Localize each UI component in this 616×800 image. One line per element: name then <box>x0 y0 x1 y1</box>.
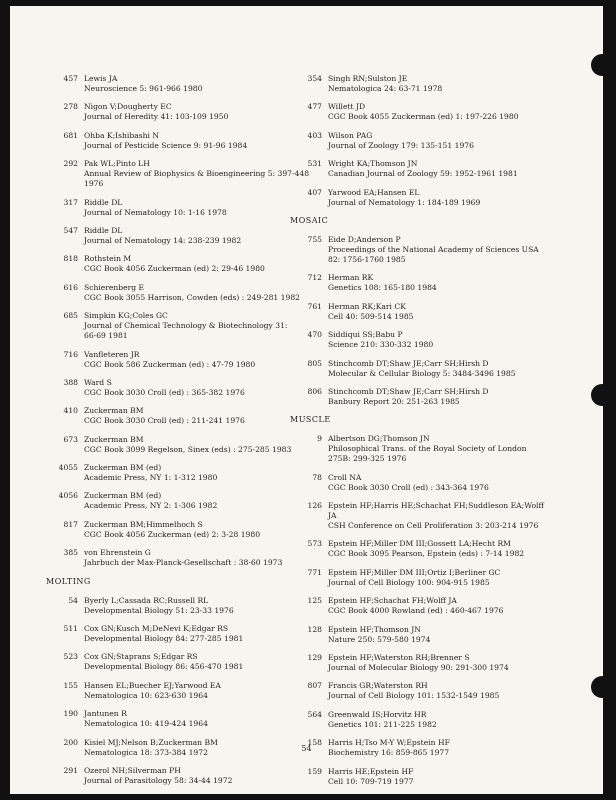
reference-entry <box>44 102 314 122</box>
binder-hole <box>591 384 613 406</box>
reference-authors: Ward S <box>84 377 112 387</box>
reference-entry <box>44 520 314 540</box>
reference-entry <box>44 406 314 426</box>
reference-authors: Yarwood EA;Hansen EL <box>328 187 420 197</box>
reference-entry <box>288 625 588 645</box>
reference-source: Genetics 108: 165-180 1984 <box>328 283 437 293</box>
reference-source: Journal of Chemical Technology & Biotechnology 31: <box>84 321 288 331</box>
reference-authors: Zuckerman BM <box>84 434 144 444</box>
reference-source: CGC Book 3095 Pearson, Epstein (eds) : 7-14 1982 <box>328 549 525 559</box>
reference-authors: Pak WL;Pinto LH <box>84 159 150 169</box>
reference-text <box>328 568 588 588</box>
reference-entry <box>44 378 314 398</box>
reference-number: 407 <box>307 187 322 197</box>
reference-authors: Lewis JA <box>84 74 118 83</box>
reference-source: Banbury Report 20: 251-263 1985 <box>328 396 460 406</box>
reference-source: CGC Book 3030 Croll (ed) : 211-241 1976 <box>84 416 245 426</box>
reference-source: Nematologica 10: 623-630 1964 <box>84 690 208 700</box>
reference-authors: Stinchcomb DT;Shaw JE;Carr SH;Hirsh D <box>328 358 489 368</box>
reference-source: Molecular & Cellular Biology 5: 3484-3496 1985 <box>328 368 516 378</box>
reference-entry <box>44 709 314 729</box>
reference-entry <box>288 159 588 179</box>
reference-text <box>84 520 314 540</box>
reference-number: 818 <box>63 254 78 264</box>
reference-list <box>44 74 314 568</box>
reference-source: Cell 10: 709-719 1977 <box>328 776 414 786</box>
reference-number: 403 <box>307 130 322 140</box>
reference-source: CGC Book 4000 Rowland (ed) : 460-467 1976 <box>328 606 504 616</box>
reference-entry <box>44 548 314 568</box>
reference-text <box>328 235 588 265</box>
reference-source: 1976 <box>84 179 104 189</box>
reference-text <box>84 652 314 672</box>
reference-entry <box>288 653 588 673</box>
reference-text <box>84 283 314 303</box>
reference-authors: Harris HE;Epstein HF <box>328 766 414 776</box>
reference-text <box>84 709 314 729</box>
reference-entry <box>288 102 588 122</box>
reference-entry <box>288 710 588 730</box>
reference-authors: Siddiqui SS;Babu P <box>328 330 403 340</box>
reference-number: 470 <box>307 330 322 340</box>
reference-entry <box>288 539 588 559</box>
reference-number: 805 <box>307 358 322 368</box>
reference-entry <box>44 463 314 483</box>
reference-number: 564 <box>307 709 322 719</box>
reference-number: 155 <box>63 680 78 690</box>
left-column <box>44 74 314 794</box>
reference-authors: Epstein HF;Schachat FH;Wolff JA <box>328 596 457 606</box>
reference-source: Nature 250: 579-580 1974 <box>328 634 431 644</box>
reference-source: Cell 40: 509-514 1985 <box>328 311 414 321</box>
reference-number: 457 <box>63 74 78 83</box>
reference-number: 158 <box>307 738 322 748</box>
reference-entry <box>44 596 314 616</box>
reference-source: Biochemistry 16: 859-865 1977 <box>328 748 450 758</box>
reference-entry <box>44 159 314 189</box>
reference-number: 712 <box>307 273 322 283</box>
reference-entry <box>288 501 588 531</box>
reference-authors: Wright KA;Thomson JN <box>328 159 418 169</box>
reference-authors: Nigon V;Dougherty EC <box>84 102 172 112</box>
reference-number: 4055 <box>58 463 78 473</box>
section-heading-molting: MOLTING <box>46 576 91 586</box>
reference-authors: Singh RN;Sulston JE <box>328 74 408 83</box>
reference-source: Canadian Journal of Zoology 59: 1952-1961 1981 <box>328 169 518 179</box>
reference-number: 771 <box>307 567 322 577</box>
reference-source: Developmental Biology 86: 456-470 1981 <box>84 662 244 672</box>
reference-source: Journal of Nematology 10: 1-16 1978 <box>84 207 227 217</box>
reference-authors: Ohba K;Ishibashi N <box>84 130 160 140</box>
reference-text <box>328 681 588 701</box>
reference-authors: Harris H;Tso M-Y W;Epstein HF <box>328 738 450 748</box>
reference-number: 531 <box>307 159 322 169</box>
reference-source: Developmental Biology 51: 23-33 1976 <box>84 605 234 615</box>
reference-source: Journal of Cell Biology 101: 1532-1549 1985 <box>328 691 500 701</box>
reference-source: CGC Book 586 Zuckerman (ed) : 47-79 1980 <box>84 359 256 369</box>
reference-source: CGC Book 4056 Zuckerman (ed) 2: 3-28 1980 <box>84 529 261 539</box>
reference-authors: Rothstein M <box>84 254 132 264</box>
reference-number: 317 <box>63 197 78 207</box>
reference-authors: Jantunen R <box>84 709 127 719</box>
reference-entry <box>288 131 588 151</box>
reference-text <box>84 435 314 455</box>
reference-source: CGC Book 4056 Zuckerman (ed) 2: 29-46 1980 <box>84 264 265 274</box>
reference-list <box>288 74 588 208</box>
reference-entry <box>288 235 588 265</box>
reference-text <box>84 378 314 398</box>
reference-entry <box>44 254 314 274</box>
reference-number: 54 <box>68 595 78 605</box>
reference-entry <box>288 767 588 787</box>
reference-authors: Stinchcomb DT;Shaw JE;Carr SH;Hirsh D <box>328 386 489 396</box>
reference-authors: Ozerol NH;Silverman PH <box>84 765 181 775</box>
reference-list <box>44 596 314 786</box>
reference-text <box>84 198 314 218</box>
reference-authors: Epstein HF;Thomson JN <box>328 624 421 634</box>
reference-source: 66-69 1981 <box>84 331 128 341</box>
reference-number: 291 <box>63 765 78 775</box>
reference-number: 159 <box>307 766 322 776</box>
reference-text <box>328 102 588 122</box>
reference-authors: Herman RK <box>328 273 374 283</box>
reference-text <box>84 159 314 189</box>
reference-entry <box>288 273 588 293</box>
reference-source: Journal of Parasitology 58: 34-44 1972 <box>84 775 233 785</box>
reference-source: Journal of Pesticide Science 9: 91-96 1984 <box>84 140 248 150</box>
section-heading-mosaic: MOSAIC <box>290 215 329 225</box>
reference-authors: Francis GR;Waterston RH <box>328 681 428 691</box>
reference-number: 410 <box>63 406 78 416</box>
binder-hole <box>591 676 613 698</box>
reference-number: 511 <box>63 624 78 634</box>
reference-authors: Vanfleteren JR <box>84 349 140 359</box>
reference-number: 477 <box>307 102 322 112</box>
reference-number: 9 <box>317 434 322 444</box>
reference-authors: Cox GN;Kusch M;DeNevi K;Edgar RS <box>84 624 229 634</box>
reference-entry <box>288 434 588 464</box>
reference-authors: Herman RK;Kari CK <box>328 301 406 311</box>
reference-source: Science 210: 330-332 1980 <box>328 340 434 350</box>
reference-source: Nematologica 18: 373-384 1972 <box>84 747 208 757</box>
reference-text <box>328 473 588 493</box>
reference-authors: Willett JD <box>328 102 366 112</box>
reference-authors: Zuckerman BM;Himmelhoch S <box>84 519 203 529</box>
section-heading-muscle: MUSCLE <box>290 415 331 425</box>
reference-text <box>84 350 314 370</box>
reference-entry <box>44 624 314 644</box>
reference-authors: Kisiel MJ;Nelson B;Zuckerman BM <box>84 737 218 747</box>
reference-text <box>84 74 314 94</box>
reference-number: 673 <box>63 434 78 444</box>
reference-source: CSH Conference on Cell Proliferation 3: 203-214 1976 <box>328 521 539 531</box>
reference-text <box>328 188 588 208</box>
reference-number: 685 <box>63 311 78 321</box>
reference-source: Journal of Molecular Biology 90: 291-300 1974 <box>328 663 509 673</box>
reference-number: 817 <box>63 519 78 529</box>
reference-text <box>328 159 588 179</box>
reference-number: 129 <box>307 653 322 663</box>
reference-text <box>328 625 588 645</box>
reference-source: CGC Book 3055 Harrison, Cowden (eds) : 249-281 1982 <box>84 292 301 302</box>
reference-source: CGC Book 3030 Croll (ed) : 343-364 1976 <box>328 482 489 492</box>
reference-authors: Zuckerman BM (ed) <box>84 491 162 501</box>
reference-entry <box>288 330 588 350</box>
reference-list <box>288 434 588 786</box>
reference-text <box>328 131 588 151</box>
reference-source: Proceedings of the National Academy of Sciences USA <box>328 244 539 254</box>
reference-source: Neuroscience 5: 961-966 1980 <box>84 84 203 93</box>
reference-number: 616 <box>63 282 78 292</box>
reference-text <box>84 102 314 122</box>
reference-text <box>328 767 588 787</box>
reference-text <box>328 273 588 293</box>
reference-text <box>84 131 314 151</box>
reference-number: 354 <box>307 74 322 83</box>
reference-authors: Simpkin KG;Coles GC <box>84 311 168 321</box>
reference-text <box>84 226 314 246</box>
reference-authors: Epstein HF;Harris HE;Schachat FH;Suddleson EA;Wolff <box>328 501 544 511</box>
reference-entry <box>288 302 588 322</box>
reference-entry <box>44 226 314 246</box>
reference-source: Developmental Biology 84: 277-285 1981 <box>84 634 244 644</box>
reference-text <box>328 539 588 559</box>
reference-number: 388 <box>63 377 78 387</box>
reference-source: Nematologica 10: 419-424 1964 <box>84 719 208 729</box>
reference-source: CGC Book 3099 Regelson, Sinex (eds) : 275-285 1983 <box>84 444 292 454</box>
reference-entry <box>44 198 314 218</box>
reference-entry <box>44 491 314 511</box>
reference-text <box>84 254 314 274</box>
reference-entry <box>288 681 588 701</box>
reference-authors: Hansen EL;Buecher EJ;Yarwood EA <box>84 680 221 690</box>
reference-text <box>84 548 314 568</box>
reference-source: Journal of Nematology 1: 184-189 1969 <box>328 197 481 207</box>
reference-authors: Epstein HF;Miller DM III;Ortiz I;Berliner GC <box>328 567 501 577</box>
reference-text <box>328 74 588 94</box>
reference-text <box>84 766 314 786</box>
reference-text <box>84 406 314 426</box>
reference-source: Genetics 101: 211-225 1982 <box>328 719 437 729</box>
reference-source: Nematologica 24: 63-71 1978 <box>328 84 443 93</box>
reference-source: Philosophical Trans. of the Royal Society of London <box>328 444 527 454</box>
reference-authors: Cox GN;Staprans S;Edgar RS <box>84 652 198 662</box>
reference-authors: Riddle DL <box>84 197 123 207</box>
reference-entry <box>288 596 588 616</box>
reference-entry <box>44 435 314 455</box>
reference-text <box>328 387 588 407</box>
reference-text <box>328 710 588 730</box>
reference-text <box>84 681 314 701</box>
page-number: 54 <box>301 744 312 753</box>
reference-entry <box>44 311 314 341</box>
reference-number: 807 <box>307 681 322 691</box>
reference-text <box>84 463 314 483</box>
reference-text <box>328 501 588 531</box>
reference-text <box>84 491 314 511</box>
reference-number: 278 <box>63 102 78 112</box>
reference-list <box>288 235 588 407</box>
reference-entry <box>288 74 588 94</box>
reference-source: Journal of Heredity 41: 103-109 1950 <box>84 112 229 122</box>
reference-number: 78 <box>312 472 322 482</box>
reference-authors: Wilson PAG <box>328 130 373 140</box>
reference-entry <box>44 681 314 701</box>
reference-entry <box>44 74 314 94</box>
reference-source: Journal of Zoology 179: 135-151 1976 <box>328 140 474 150</box>
reference-text <box>84 596 314 616</box>
reference-entry <box>44 131 314 151</box>
reference-number: 126 <box>307 501 322 511</box>
reference-source: Annual Review of Biophysics & Bioengineering 5: 397-448 <box>84 169 310 179</box>
reference-source: CGC Book 3030 Croll (ed) : 365-382 1976 <box>84 387 245 397</box>
reference-number: 755 <box>307 234 322 244</box>
reference-entry <box>44 283 314 303</box>
reference-entry <box>288 568 588 588</box>
reference-source: Journal of Nematology 14: 238-239 1982 <box>84 235 242 245</box>
reference-source: Journal of Cell Biology 100: 904-915 1985 <box>328 577 490 587</box>
reference-text <box>328 302 588 322</box>
reference-number: 190 <box>63 709 78 719</box>
reference-authors: Riddle DL <box>84 225 123 235</box>
reference-entry <box>288 359 588 379</box>
reference-source: Academic Press, NY 1: 1-312 1980 <box>84 473 218 483</box>
reference-entry <box>44 350 314 370</box>
reference-entry <box>44 652 314 672</box>
reference-number: 761 <box>307 301 322 311</box>
reference-source: JA <box>328 511 337 521</box>
reference-text <box>328 359 588 379</box>
reference-authors: Epstein HF;Waterston RH;Brenner S <box>328 653 470 663</box>
reference-text <box>328 653 588 673</box>
right-column <box>288 74 588 795</box>
reference-number: 573 <box>307 539 322 549</box>
reference-authors: von Ehrenstein G <box>84 548 151 558</box>
reference-source: CGC Book 4055 Zuckerman (ed) 1: 197-226 1980 <box>328 112 519 122</box>
reference-text <box>328 434 588 464</box>
reference-number: 716 <box>63 349 78 359</box>
binder-hole <box>591 54 613 76</box>
reference-number: 292 <box>63 159 78 169</box>
reference-authors: Albertson DG;Thomson JN <box>328 434 430 444</box>
reference-number: 806 <box>307 386 322 396</box>
reference-authors: Zuckerman BM <box>84 406 144 416</box>
reference-authors: Eide D;Anderson P <box>328 234 401 244</box>
reference-number: 523 <box>63 652 78 662</box>
reference-number: 125 <box>307 596 322 606</box>
reference-entry <box>44 766 314 786</box>
reference-number: 4056 <box>58 491 78 501</box>
reference-number: 200 <box>63 737 78 747</box>
reference-source: Jahrbuch der Max-Planck-Gesellschaft : 38-60 1973 <box>84 558 283 568</box>
reference-text <box>84 311 314 341</box>
reference-authors: Epstein HF;Miller DM III;Gossett LA;Hecht RM <box>328 539 511 549</box>
reference-number: 547 <box>63 225 78 235</box>
reference-source: Academic Press, NY 2: 1-306 1982 <box>84 501 218 511</box>
reference-entry <box>288 387 588 407</box>
reference-number: 385 <box>63 548 78 558</box>
document-page <box>10 6 603 794</box>
reference-authors: Croll NA <box>328 472 362 482</box>
reference-authors: Greenwald IS;Horvitz HR <box>328 709 427 719</box>
reference-entry <box>288 188 588 208</box>
reference-text <box>328 330 588 350</box>
reference-authors: Zuckerman BM (ed) <box>84 463 162 473</box>
reference-source: 275B: 299-325 1976 <box>328 454 407 464</box>
reference-authors: Byerly L;Cassada RC;Russell RL <box>84 595 209 605</box>
reference-text <box>84 624 314 644</box>
reference-number: 681 <box>63 130 78 140</box>
reference-text <box>328 596 588 616</box>
reference-number: 128 <box>307 624 322 634</box>
reference-entry <box>288 473 588 493</box>
reference-authors: Schierenberg E <box>84 282 145 292</box>
reference-source: 82: 1756-1760 1985 <box>328 254 406 264</box>
